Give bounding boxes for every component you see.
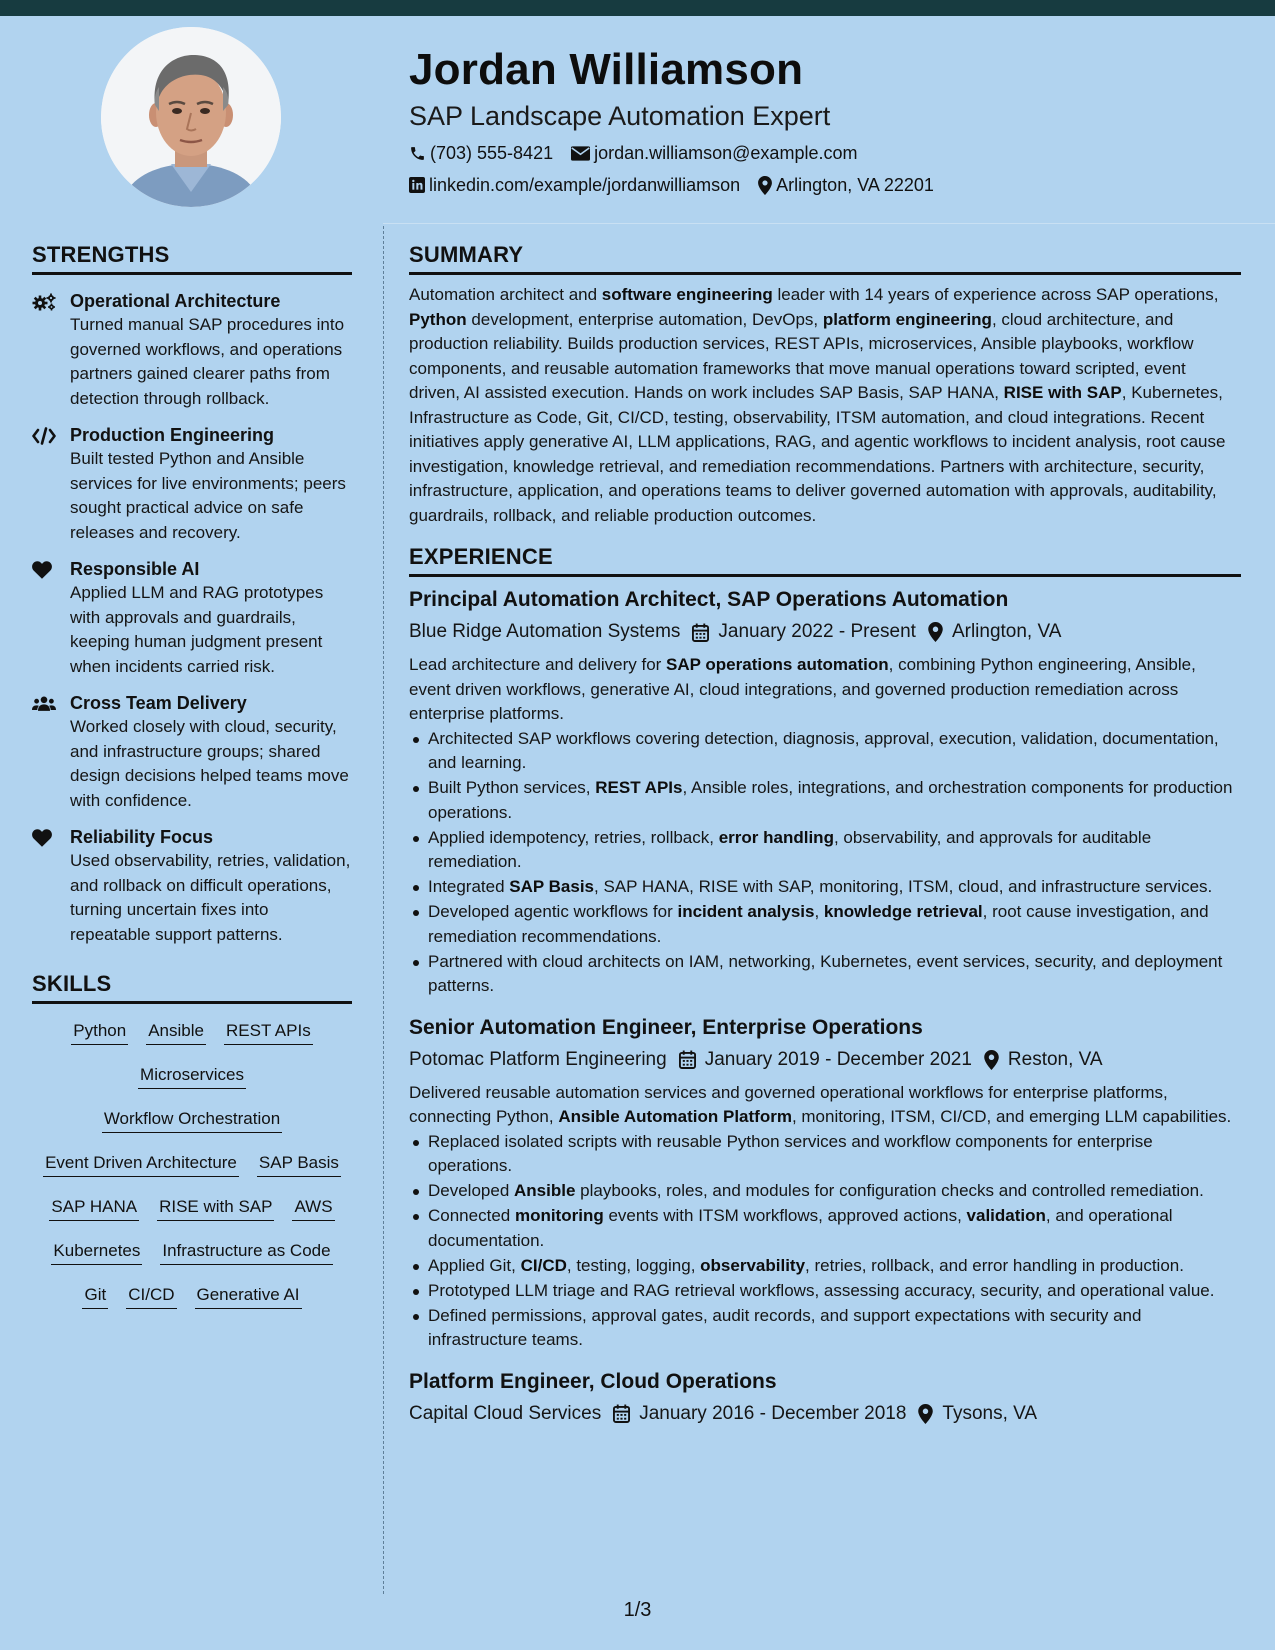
bold-keyword: error handling <box>718 827 834 847</box>
strength-item <box>32 825 352 947</box>
strength-title: Cross Team Delivery <box>70 693 247 713</box>
strength-item <box>32 289 352 411</box>
heart-icon <box>32 557 70 679</box>
skill-tag: Git <box>82 1282 108 1309</box>
strengths-list <box>32 289 352 947</box>
job-location <box>984 1045 1103 1075</box>
bold-keyword: CI/CD <box>520 1255 567 1275</box>
experience-title: EXPERIENCE <box>409 542 1241 577</box>
skill-tag: CI/CD <box>126 1282 176 1309</box>
bullet-item: Developed Ansible playbooks, roles, and modules for configuration checks and controlled remediation. <box>409 1179 1241 1204</box>
bold-keyword: knowledge retrieval <box>823 902 983 921</box>
bold-keyword: observability <box>700 1255 806 1275</box>
company-name: Blue Ridge Automation Systems <box>409 621 681 642</box>
location-text: Arlington, VA 22201 <box>776 175 934 195</box>
skill-tag: Microservices <box>138 1062 246 1089</box>
strength-description: Turned manual SAP procedures into governed workflows, and operations partners gained clearer paths from detection through rollback. <box>70 315 345 408</box>
bullet-item: Developed agentic workflows for incident analysis, knowledge retrieval, root cause investigation, and remediation recommendations. <box>409 900 1241 949</box>
job-entry <box>409 1013 1241 1353</box>
company-name: Potomac Platform Engineering <box>409 1048 667 1070</box>
summary-text: Automation architect and software engineering leader with 14 years of experience across SAP operations, Python development, enterprise automation, DevOps, platform engineering, cloud architecture, and production reliability. Builds production services, REST APIs, microservices, Ansible playbooks, workflow components, and reusable automation frameworks that move manual operations toward scripted, event driven, AI assisted execution. Hands on work includes SAP Basis, SAP HANA, RISE with SAP, Kubernetes, Infrastructure as Code, Git, CI/CD, testing, observability, ITSM automation, and cloud integrations. Recent initiatives apply generative AI, LLM applications, RAG, and agentic workflows to incident analysis, root cause investigation, knowledge retrieval, and remediation recommendations. Partners with architecture, security, infrastructure, application, and operations teams to deliver governed automation with approvals, auditability, guardrails, rollback, and reliable production outcomes. <box>409 285 1226 525</box>
code-icon <box>32 423 70 545</box>
bold-keyword: software engineering <box>601 285 773 304</box>
strength-item <box>32 423 352 545</box>
job-bullets <box>409 1130 1241 1353</box>
bold-keyword: Ansible <box>514 1181 576 1200</box>
job-title: Senior Automation Engineer, Enterprise Operations <box>409 1015 923 1039</box>
map-pin-icon <box>984 1050 1008 1070</box>
strength-description: Built tested Python and Ansible services for live environments; peers sought practical advice on safe releases and recovery. <box>70 449 346 542</box>
company-name: Capital Cloud Services <box>409 1402 602 1424</box>
job-location <box>918 1399 1037 1429</box>
job-dates <box>692 617 916 647</box>
bullet-item: Applied idempotency, retries, rollback, error handling, observability, and approvals for auditable remediation. <box>409 826 1241 875</box>
strength-description: Used observability, retries, validation, and rollback on difficult operations, turning uncertain fixes into repeatable support patterns. <box>70 851 351 944</box>
bullet-item: Built Python services, REST APIs, Ansible roles, integrations, and orchestration components for production operations. <box>409 776 1241 825</box>
left-column <box>32 240 352 1326</box>
linkedin-text: linkedin.com/example/jordanwilliamson <box>429 175 741 195</box>
bullet-item: Defined permissions, approval gates, audit records, and support expectations with security and infrastructure teams. <box>409 1304 1241 1353</box>
job-location-text: Reston, VA <box>1007 1048 1103 1070</box>
job-dates-text: January 2022 - Present <box>718 621 916 642</box>
strengths-title: STRENGTHS <box>32 240 352 275</box>
job-dates-text: January 2016 - December 2018 <box>639 1402 907 1424</box>
skill-tag: Ansible <box>146 1018 206 1045</box>
job-location-text: Arlington, VA <box>951 621 1062 642</box>
strength-title: Production Engineering <box>70 425 275 445</box>
bullet-item: Applied Git, CI/CD, testing, logging, observability, retries, rollback, and error handling in production. <box>409 1254 1241 1279</box>
bold-keyword: Python <box>409 309 467 329</box>
skill-tag: SAP Basis <box>257 1150 341 1177</box>
calendar-icon <box>679 1050 705 1069</box>
skill-tag: RISE with SAP <box>157 1194 274 1221</box>
bold-keyword: incident analysis <box>677 902 815 921</box>
column-divider <box>383 226 384 1594</box>
location-contact <box>758 170 934 200</box>
bold-keyword: platform engineering <box>822 309 992 329</box>
candidate-name: Jordan Williamson <box>409 45 804 94</box>
email-contact[interactable] <box>571 138 857 168</box>
phone-text: (703) 555-8421 <box>430 143 554 163</box>
header-divider <box>383 223 1275 224</box>
bold-keyword: Ansible Automation Platform <box>558 1107 792 1126</box>
bold-keyword: RISE with SAP <box>1003 383 1122 402</box>
envelope-icon <box>571 146 590 161</box>
skill-tag: Generative AI <box>195 1282 302 1309</box>
job-meta <box>409 1399 1241 1429</box>
bold-keyword: REST APIs <box>595 778 683 797</box>
bullet-item: Partnered with cloud architects on IAM, networking, Kubernetes, event services, security, and deployment patterns. <box>409 950 1241 999</box>
linkedin-icon <box>409 177 425 193</box>
strength-body <box>70 423 352 545</box>
page-number: 1/3 <box>623 1599 652 1621</box>
bullet-item: Replaced isolated scripts with reusable Python services and workflow components for enterprise operations. <box>409 1130 1241 1179</box>
right-column <box>409 240 1241 1429</box>
summary-title: SUMMARY <box>409 240 1241 275</box>
bold-keyword: validation <box>966 1206 1046 1225</box>
skill-tag: REST APIs <box>224 1018 313 1045</box>
users-icon <box>32 691 70 813</box>
bullet-item: Connected monitoring events with ITSM workflows, approved actions, validation, and operational documentation. <box>409 1204 1241 1253</box>
contact-row-1 <box>409 138 1249 168</box>
strength-item <box>32 557 352 679</box>
heart-icon <box>32 825 70 947</box>
bullet-item: Prototyped LLM triage and RAG retrieval workflows, assessing accuracy, security, and operational value. <box>409 1279 1241 1304</box>
strength-body <box>70 825 352 947</box>
phone-icon <box>409 145 426 162</box>
job-dates <box>679 1045 972 1075</box>
strength-title: Reliability Focus <box>70 827 214 847</box>
skill-tag: SAP HANA <box>49 1194 139 1221</box>
email-text: jordan.williamson@example.com <box>594 143 858 163</box>
job-dates-text: January 2019 - December 2021 <box>704 1048 972 1070</box>
candidate-role: SAP Landscape Automation Expert <box>409 101 831 131</box>
skill-tag: AWS <box>292 1194 334 1221</box>
skill-tag: Kubernetes <box>51 1238 142 1265</box>
job-bullets <box>409 727 1241 999</box>
job-title: Platform Engineer, Cloud Operations <box>409 1369 777 1393</box>
gears-icon <box>32 289 70 411</box>
bold-keyword: monitoring <box>514 1206 604 1225</box>
skill-tag: Infrastructure as Code <box>160 1238 332 1265</box>
map-pin-icon <box>758 176 772 195</box>
bold-keyword: SAP Basis <box>509 877 595 896</box>
job-description: Lead architecture and delivery for SAP operations automation, combining Python engineering, Ansible, event driven workflows, generative AI, cloud integrations, and governed production remediation across enterprise platforms. <box>409 655 1196 723</box>
bullet-item: Integrated SAP Basis, SAP HANA, RISE with SAP, monitoring, ITSM, cloud, and infrastructure services. <box>409 875 1241 900</box>
skill-tag: Event Driven Architecture <box>43 1150 239 1177</box>
job-location <box>928 617 1061 647</box>
job-dates <box>613 1399 906 1429</box>
calendar-icon <box>692 623 718 642</box>
map-pin-icon <box>918 1404 942 1424</box>
calendar-icon <box>613 1404 639 1423</box>
skills-list <box>32 1004 352 1326</box>
linkedin-contact[interactable] <box>409 170 740 200</box>
strength-description: Applied LLM and RAG prototypes with approvals and guardrails, keeping human judgment present when incidents carried risk. <box>70 583 324 676</box>
bold-keyword: SAP operations automation <box>666 655 889 674</box>
job-description: Delivered reusable automation services and governed operational workflows for enterprise platforms, connecting Python, Ansible Automation Platform, monitoring, ITSM, CI/CD, and emerging LLM capabilities. <box>409 1082 1232 1126</box>
skill-tag: Workflow Orchestration <box>102 1106 282 1133</box>
skill-tag: Python <box>71 1018 128 1045</box>
strength-body <box>70 691 352 813</box>
job-entry <box>409 1367 1241 1429</box>
map-pin-icon <box>928 622 952 642</box>
resume-header <box>409 42 1249 200</box>
contact-row-2 <box>409 170 1249 200</box>
strength-title: Responsible AI <box>70 559 200 579</box>
strength-body <box>70 289 352 411</box>
strength-item <box>32 691 352 813</box>
experience-list <box>409 585 1241 1429</box>
job-location-text: Tysons, VA <box>942 1402 1038 1424</box>
skills-title: SKILLS <box>32 969 352 1004</box>
strength-description: Worked closely with cloud, security, and infrastructure groups; shared design decisions helped teams move with confidence. <box>70 717 349 810</box>
strength-body <box>70 557 352 679</box>
job-meta <box>409 1045 1241 1075</box>
strength-title: Operational Architecture <box>70 291 281 311</box>
top-accent-bar <box>0 0 1275 16</box>
bullet-item: Architected SAP workflows covering detection, diagnosis, approval, execution, validation, documentation, and learning. <box>409 727 1241 776</box>
job-meta <box>409 617 1241 647</box>
profile-photo <box>101 27 281 207</box>
job-entry <box>409 585 1241 999</box>
job-title: Principal Automation Architect, SAP Operations Automation <box>409 588 1009 611</box>
phone-contact[interactable] <box>409 138 553 168</box>
